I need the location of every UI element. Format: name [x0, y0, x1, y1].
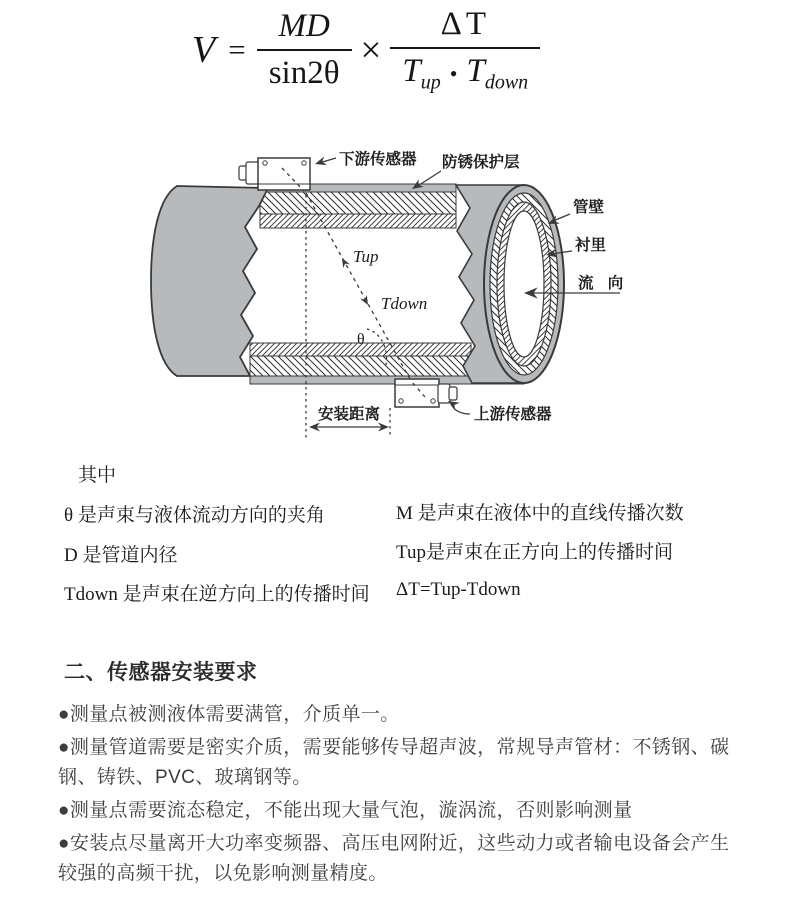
bottom-pipe-wall-section	[250, 356, 471, 376]
upstream-sensor-gland-cap	[449, 387, 457, 400]
bullet-item-stable-flow: ●测量点需要流态稳定，不能出现大量气泡，漩涡流，否则影响测量	[58, 800, 633, 821]
tdown-arrowhead	[360, 295, 371, 307]
fraction1-denominator: sin2θ	[257, 49, 352, 93]
rust-layer-label: 防锈保护层	[442, 154, 520, 171]
t-up-subscript: up	[420, 71, 441, 94]
definition-m: M 是声束在液体中的直线传播次数	[396, 503, 684, 524]
formula-fraction-1	[257, 8, 352, 93]
pipe-body	[151, 184, 564, 384]
requirements-list	[58, 700, 738, 892]
tup-arrowhead	[339, 256, 350, 268]
fraction1-numerator: MD	[278, 7, 330, 44]
definition-tdown: Tdown 是声束在逆方向上的传播时间	[64, 584, 370, 605]
fraction2-denominator	[390, 47, 540, 95]
pipe-bore	[504, 211, 544, 357]
fraction2-numerator: ΔT	[440, 6, 490, 42]
downstream-callout-arrowhead	[314, 156, 327, 168]
top-pipe-wall-section	[260, 192, 456, 214]
lining-label: 衬里	[575, 237, 607, 254]
tup-label: Tup	[353, 247, 379, 266]
section-heading: 二、传感器安装要求	[64, 661, 258, 684]
bullet-item-interference: ●安装点尽量离开大功率变频器、高压电网附近，这些动力或者输电设备会产生较强的高频干扰，以免影响测量精度。	[58, 833, 730, 884]
flow-direction-label: 流 向	[578, 275, 629, 292]
velocity-formula	[192, 6, 540, 95]
theta-label: θ	[357, 331, 365, 348]
definition-delta-t: ΔT=Tup-Tdown	[396, 579, 521, 600]
definition-tup: Tup是声束在正方向上的传播时间	[396, 542, 673, 563]
bullet-item-pipe-material: ●测量管道需要是密实介质，需要能够传导超声波，常规导声管材：不锈钢、碳钢、铸铁、PVC、玻璃钢等。	[58, 737, 730, 788]
pipe-sensor-diagram	[120, 135, 780, 455]
downstream-sensor-gland	[246, 162, 259, 184]
installation-distance-label: 安装距离	[317, 406, 381, 423]
multiply-dot: •	[449, 60, 458, 86]
upstream-sensor-label: 上游传感器	[474, 406, 552, 423]
definition-d: D 是管道内径	[64, 545, 178, 566]
tdown-label: Tdown	[381, 294, 428, 313]
definitions-intro: 其中	[78, 465, 117, 486]
definition-theta: θ 是声束与液体流动方向的夹角	[64, 505, 325, 526]
t-down-symbol: T	[466, 52, 485, 89]
downstream-sensor-label: 下游传感器	[339, 151, 417, 168]
bullet-item-full-pipe: ●测量点被测液体需要满管，介质单一。	[58, 704, 400, 725]
formula-equals: =	[228, 32, 246, 68]
formula-lhs: V	[192, 29, 216, 72]
t-up-symbol: T	[402, 52, 421, 89]
t-down-subscript: down	[484, 71, 529, 94]
formula-fraction-2	[390, 6, 540, 95]
pipe-wall-label: 管壁	[573, 199, 605, 216]
installation-distance-measure	[309, 404, 389, 432]
downstream-sensor	[239, 158, 310, 191]
formula-times: ×	[360, 29, 382, 71]
top-lining-section	[260, 214, 456, 228]
upstream-sensor-gland	[438, 384, 450, 403]
